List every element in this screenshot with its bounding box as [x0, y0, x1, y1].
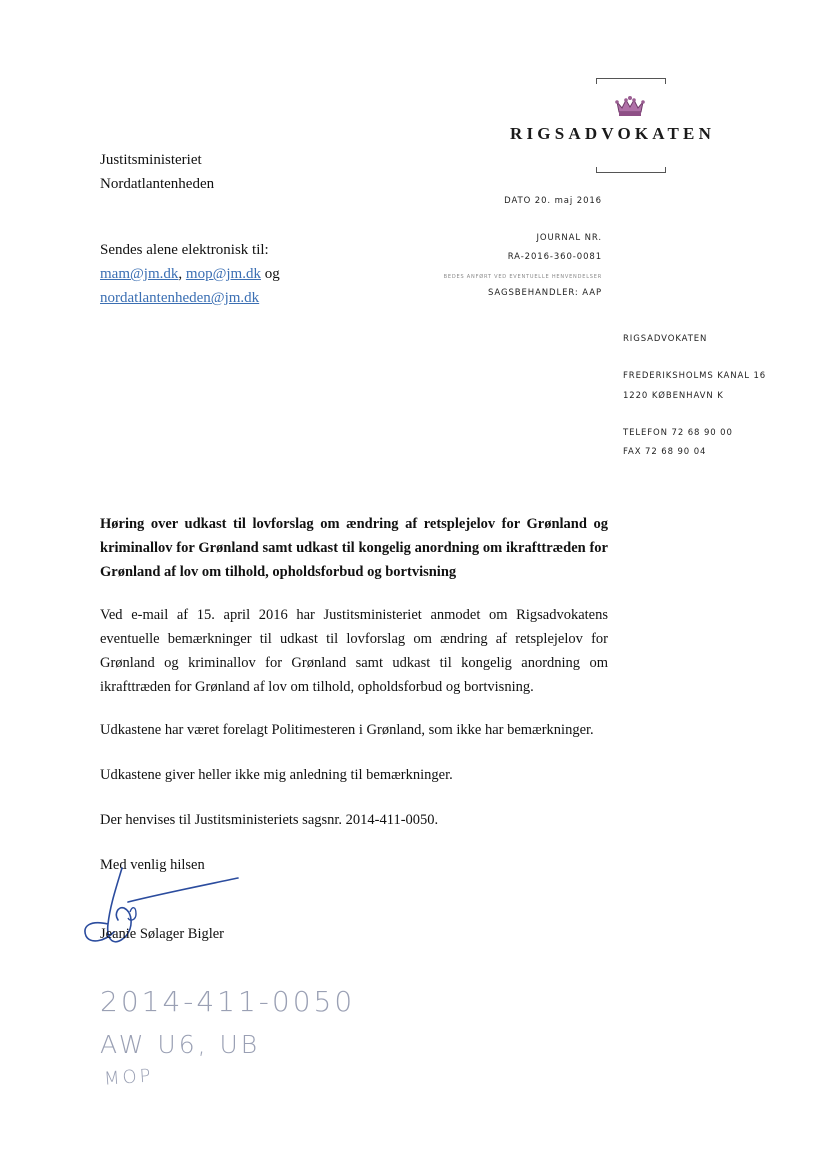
recipient-line-1: Justitsministeriet — [100, 152, 202, 168]
body-paragraph-4: Der henvises til Justitsministeriets sagsnr. 2014-411-0050. — [100, 812, 439, 828]
delivery-label: Sendes alene elektronisk til: — [100, 242, 269, 258]
handwritten-case-number: 2014-411-0050 — [100, 985, 356, 1018]
body-paragraph-3: Udkastene giver heller ikke mig anledning til bemærkninger. — [100, 767, 453, 783]
contact-city: 1220 KØBENHAVN K — [623, 391, 724, 401]
contact-fax: FAX 72 68 90 04 — [623, 447, 707, 457]
letterhead-rule-top — [596, 78, 666, 79]
journal-number: RA-2016-360-0081 — [507, 252, 602, 262]
caseworker-line: SAGSBEHANDLER: AAP — [487, 288, 602, 298]
recipient-line-2: Nordatlantenheden — [100, 176, 215, 192]
email-separator: , — [178, 266, 183, 282]
email-conjunction: og — [264, 266, 280, 282]
reference-note: BEDES ANFØRT VED EVENTUELLE HENVENDELSER — [443, 274, 602, 280]
delivery-block — [100, 238, 280, 310]
crown-icon — [614, 94, 646, 118]
signer-name: Jeanie Sølager Bigler — [100, 926, 225, 942]
email-link-mop[interactable]: mop@jm.dk — [185, 266, 261, 282]
email-link-nordatlantenheden[interactable]: nordatlantenheden@jm.dk — [100, 290, 260, 306]
closing-greeting: Med venlig hilsen — [100, 857, 205, 873]
body-paragraph-2: Udkastene har været forelagt Politimesteren i Grønland, som ikke har bemærkninger. — [100, 722, 594, 738]
date-line: DATO 20. maj 2016 — [504, 196, 602, 206]
body-paragraph-1: Ved e-mail af 15. april 2016 har Justitsministeriet anmodet om Rigsadvokatens eventuelle bemærkninger til udkast til lovforslag om ændring af retsplejelov for Grønland og kriminallov for Grønland samt udkast til kongelig anordning om ikrafttræden for Grønland af lov om tilhold, opholdsforbud og bortvisning. — [100, 607, 608, 695]
letterhead-rule-bottom — [596, 172, 666, 173]
letterhead-rule-bottom-tick-right — [665, 167, 666, 173]
journal-label: JOURNAL NR. — [536, 233, 602, 243]
email-link-mam[interactable]: mam@jm.dk — [100, 266, 179, 282]
recipient-block — [100, 148, 214, 196]
handwritten-note: AW U6, UB — [100, 1030, 261, 1059]
delivery-emails-line — [100, 262, 280, 286]
letterhead-rule-top-tick-right — [665, 78, 666, 84]
handwritten-initials: MOP — [103, 1065, 155, 1090]
letterhead-rule-top-tick-left — [596, 78, 597, 84]
contact-street: FREDERIKSHOLMS KANAL 16 — [623, 371, 767, 381]
letterhead-rule-bottom-tick-left — [596, 167, 597, 173]
contact-phone: TELEFON 72 68 90 00 — [623, 428, 733, 438]
letter-subject: Høring over udkast til lovforslag om ændring af retsplejelov for Grønland og kriminallov for Grønland samt udkast til kongelig anordning om ikrafttræden for Grønland af lov om tilhold, opholdsforbud og bortvisning — [100, 516, 608, 580]
org-name: RIGSADVOKATEN — [510, 124, 716, 143]
contact-name: RIGSADVOKATEN — [623, 334, 708, 344]
